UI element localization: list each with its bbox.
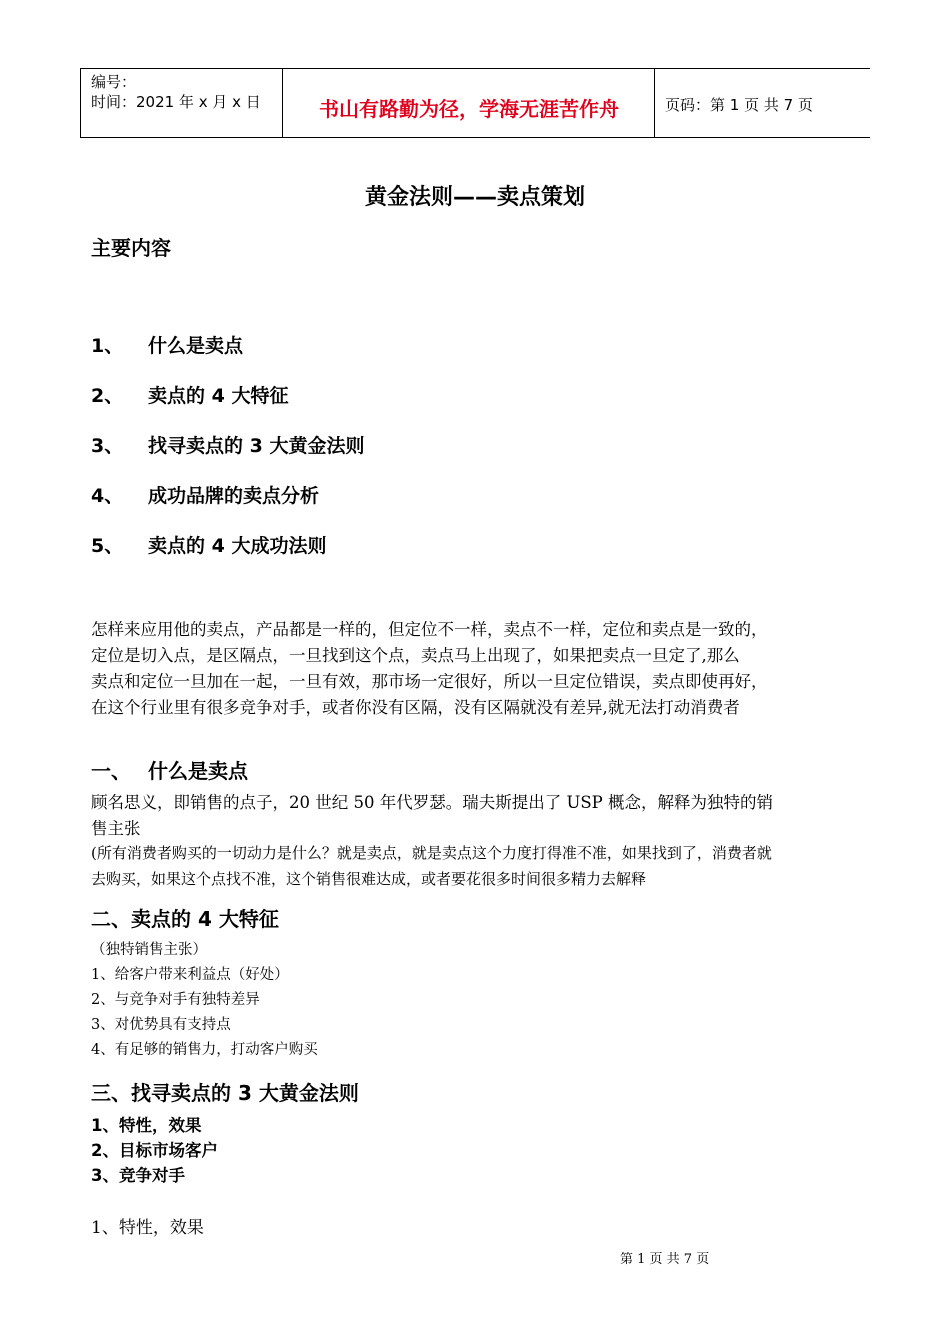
time-label: 时间：2021 年 x 月 x 日 — [91, 93, 261, 111]
section-subtitle: 主要内容 — [91, 236, 171, 260]
section3-subheading: 1、特性，效果 — [91, 1218, 204, 1238]
text-line: 售主张 — [91, 819, 141, 838]
list-item: 3、对优势具有支持点 — [91, 1017, 231, 1033]
text-line: 卖点和定位一旦加在一起，一旦有效，那市场一定很好，所以一旦定位错误，卖点即使再好， — [91, 672, 768, 691]
toc-number: 4、 — [91, 485, 124, 507]
text-line: 顾名思义，即销售的点子，20 世纪 50 年代罗瑟。瑞夫斯提出了 USP 概念，解释为独特的销 — [91, 793, 774, 812]
section3-list — [91, 1113, 218, 1188]
motto: 书山有路勤为径，学海无涯苦作舟 — [319, 97, 619, 121]
text-line: 去购买，如果这个点找不准，这个销售很难达成，或者要花很多时间很多精力去解释 — [91, 870, 647, 888]
toc-number: 5、 — [91, 535, 124, 557]
toc-number: 2、 — [91, 385, 124, 407]
text-line: 定位是切入点，是区隔点，一旦找到这个点，卖点马上出现了，如果把卖点一旦定了,那么 — [91, 646, 740, 665]
list-item: 1、特性，效果 — [91, 1116, 202, 1135]
toc-text: 卖点的 4 大特征 — [148, 385, 289, 407]
toc-text: 什么是卖点 — [148, 335, 244, 357]
list-item: 1、给客户带来利益点（好处） — [91, 967, 289, 983]
list-item: 4、有足够的销售力，打动客户购买 — [91, 1042, 318, 1058]
header-page-cell — [654, 69, 871, 137]
list-item: 2、与竞争对手有独特差异 — [91, 992, 260, 1008]
header-motto-cell — [282, 69, 655, 137]
section-heading: 二、卖点的 4 大特征 — [91, 907, 279, 931]
text-line: 在这个行业里有很多竞争对手，或者你没有区隔，没有区隔就没有差异,就无法打动消费者 — [91, 698, 740, 717]
list-item: 2、目标市场客户 — [91, 1141, 218, 1160]
text-line: (所有消费者购买的一切动力是什么？就是卖点，就是卖点这个力度打得准不准，如果找到了，消费者就 — [91, 844, 772, 862]
toc-text: 卖点的 4 大成功法则 — [148, 535, 327, 557]
toc-number: 1、 — [91, 335, 124, 357]
section2-list — [91, 938, 318, 1063]
page-footer: 第 1 页 共 7 页 — [620, 1252, 710, 1267]
section-title: 什么是卖点 — [148, 759, 248, 783]
page-label: 页码：第 1 页 共 7 页 — [665, 96, 813, 114]
section-number: 一、 — [91, 759, 131, 783]
list-item: 3、竞争对手 — [91, 1166, 185, 1185]
number-label: 编号： — [91, 73, 137, 91]
document-title: 黄金法则——卖点策划 — [364, 185, 585, 210]
text-line: 怎样来应用他的卖点，产品都是一样的，但定位不一样，卖点不一样，定位和卖点是一致的， — [91, 620, 768, 639]
header-info-cell — [80, 69, 283, 137]
section1-note — [91, 840, 772, 892]
intro-paragraph — [91, 617, 768, 721]
section1-paragraph — [91, 790, 773, 842]
toc-text: 找寻卖点的 3 大黄金法则 — [148, 435, 365, 457]
section-heading: 三、找寻卖点的 3 大黄金法则 — [91, 1081, 359, 1105]
list-item: （独特销售主张） — [91, 942, 207, 958]
page-header — [80, 68, 870, 138]
toc-text: 成功品牌的卖点分析 — [148, 485, 320, 507]
toc-number: 3、 — [91, 435, 124, 457]
